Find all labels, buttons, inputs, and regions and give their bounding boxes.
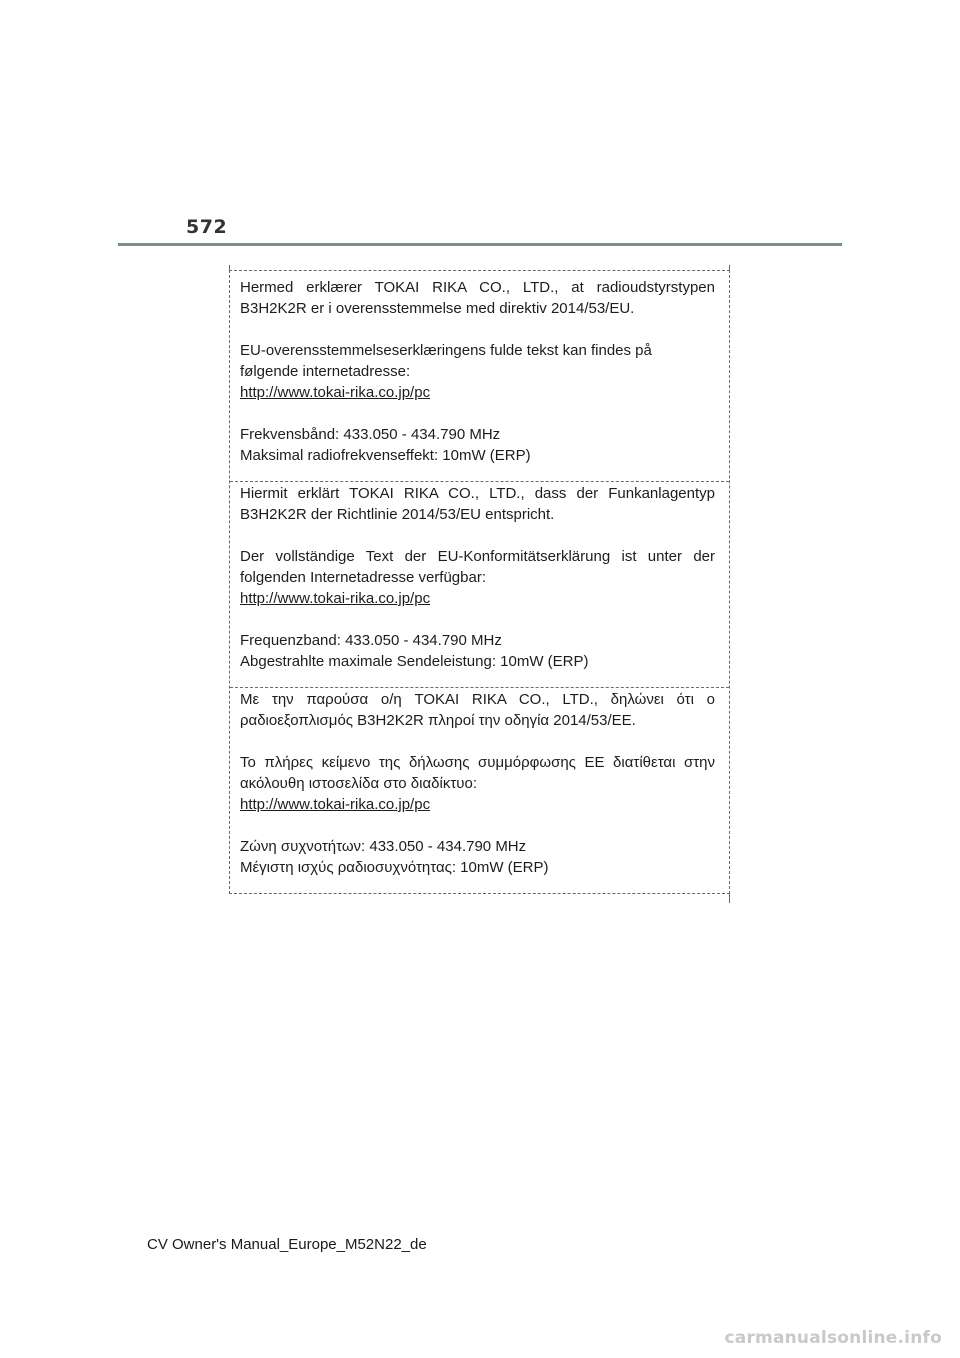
declaration-section-german: [240, 483, 715, 672]
statement-line: Hiermit erklärt TOKAI RIKA CO., LTD., dass der Funkanlagentyp: [240, 485, 715, 502]
corner-tick: [729, 893, 730, 903]
statement-line: B3H2K2R der Richtlinie 2014/53/EU entspricht.: [240, 506, 555, 523]
statement-line: følgende internetadresse:: [240, 363, 411, 380]
max-power: Abgestrahlte maximale Sendeleistung: 10mW (ERP): [240, 653, 589, 670]
frequency-band: Frequenzband: 433.050 - 434.790 MHz: [240, 632, 502, 649]
statement-line: EU-overensstemmelseserklæringens fulde tekst kan findes på: [240, 342, 652, 359]
statement-line: Hermed erklærer TOKAI RIKA CO., LTD., at radioudstyrstypen: [240, 279, 715, 296]
header-rule: [118, 243, 842, 246]
corner-tick: [729, 265, 730, 271]
declaration-section-danish: [240, 277, 715, 466]
frequency-band: Ζώνη συχνοτήτων: 433.050 - 434.790 MHz: [240, 838, 527, 855]
section-divider: [230, 687, 729, 688]
statement-line: folgenden Internetadresse verfügbar:: [240, 569, 486, 586]
conformity-url-link[interactable]: http://www.tokai-rika.co.jp/pc: [240, 384, 431, 401]
statement-line: ραδιοεξοπλισμός B3H2K2R πληροί την οδηγία 2014/53/ΕΕ.: [240, 712, 636, 729]
conformity-url-link[interactable]: http://www.tokai-rika.co.jp/pc: [240, 796, 431, 813]
statement-line: B3H2K2R er i overensstemmelse med direktiv 2014/53/EU.: [240, 300, 635, 317]
conformity-url-link[interactable]: http://www.tokai-rika.co.jp/pc: [240, 590, 431, 607]
watermark: carmanualsonline.info: [724, 1328, 942, 1348]
corner-tick: [229, 265, 230, 271]
statement-line: Der vollständige Text der EU-Konformitätserklärung ist unter der: [240, 548, 715, 565]
declaration-box: [229, 270, 730, 894]
statement-line: ακόλουθη ιστοσελίδα στο διαδίκτυο:: [240, 775, 477, 792]
manual-id-footer: CV Owner's Manual_Europe_M52N22_de: [147, 1236, 427, 1253]
section-divider: [230, 481, 729, 482]
statement-line: Με την παρούσα ο/η TOKAI RIKA CO., LTD., δηλώνει ότι ο: [240, 691, 715, 708]
frequency-band: Frekvensbånd: 433.050 - 434.790 MHz: [240, 426, 501, 443]
page-number: 572: [186, 216, 228, 238]
max-power: Maksimal radiofrekvenseffekt: 10mW (ERP): [240, 447, 531, 464]
declaration-section-greek: [240, 689, 715, 878]
statement-line: Το πλήρες κείμενο της δήλωσης συμμόρφωσης ΕΕ διατίθεται στην: [240, 754, 715, 771]
max-power: Μέγιστη ισχύς ραδιοσυχνότητας: 10mW (ERP): [240, 859, 549, 876]
